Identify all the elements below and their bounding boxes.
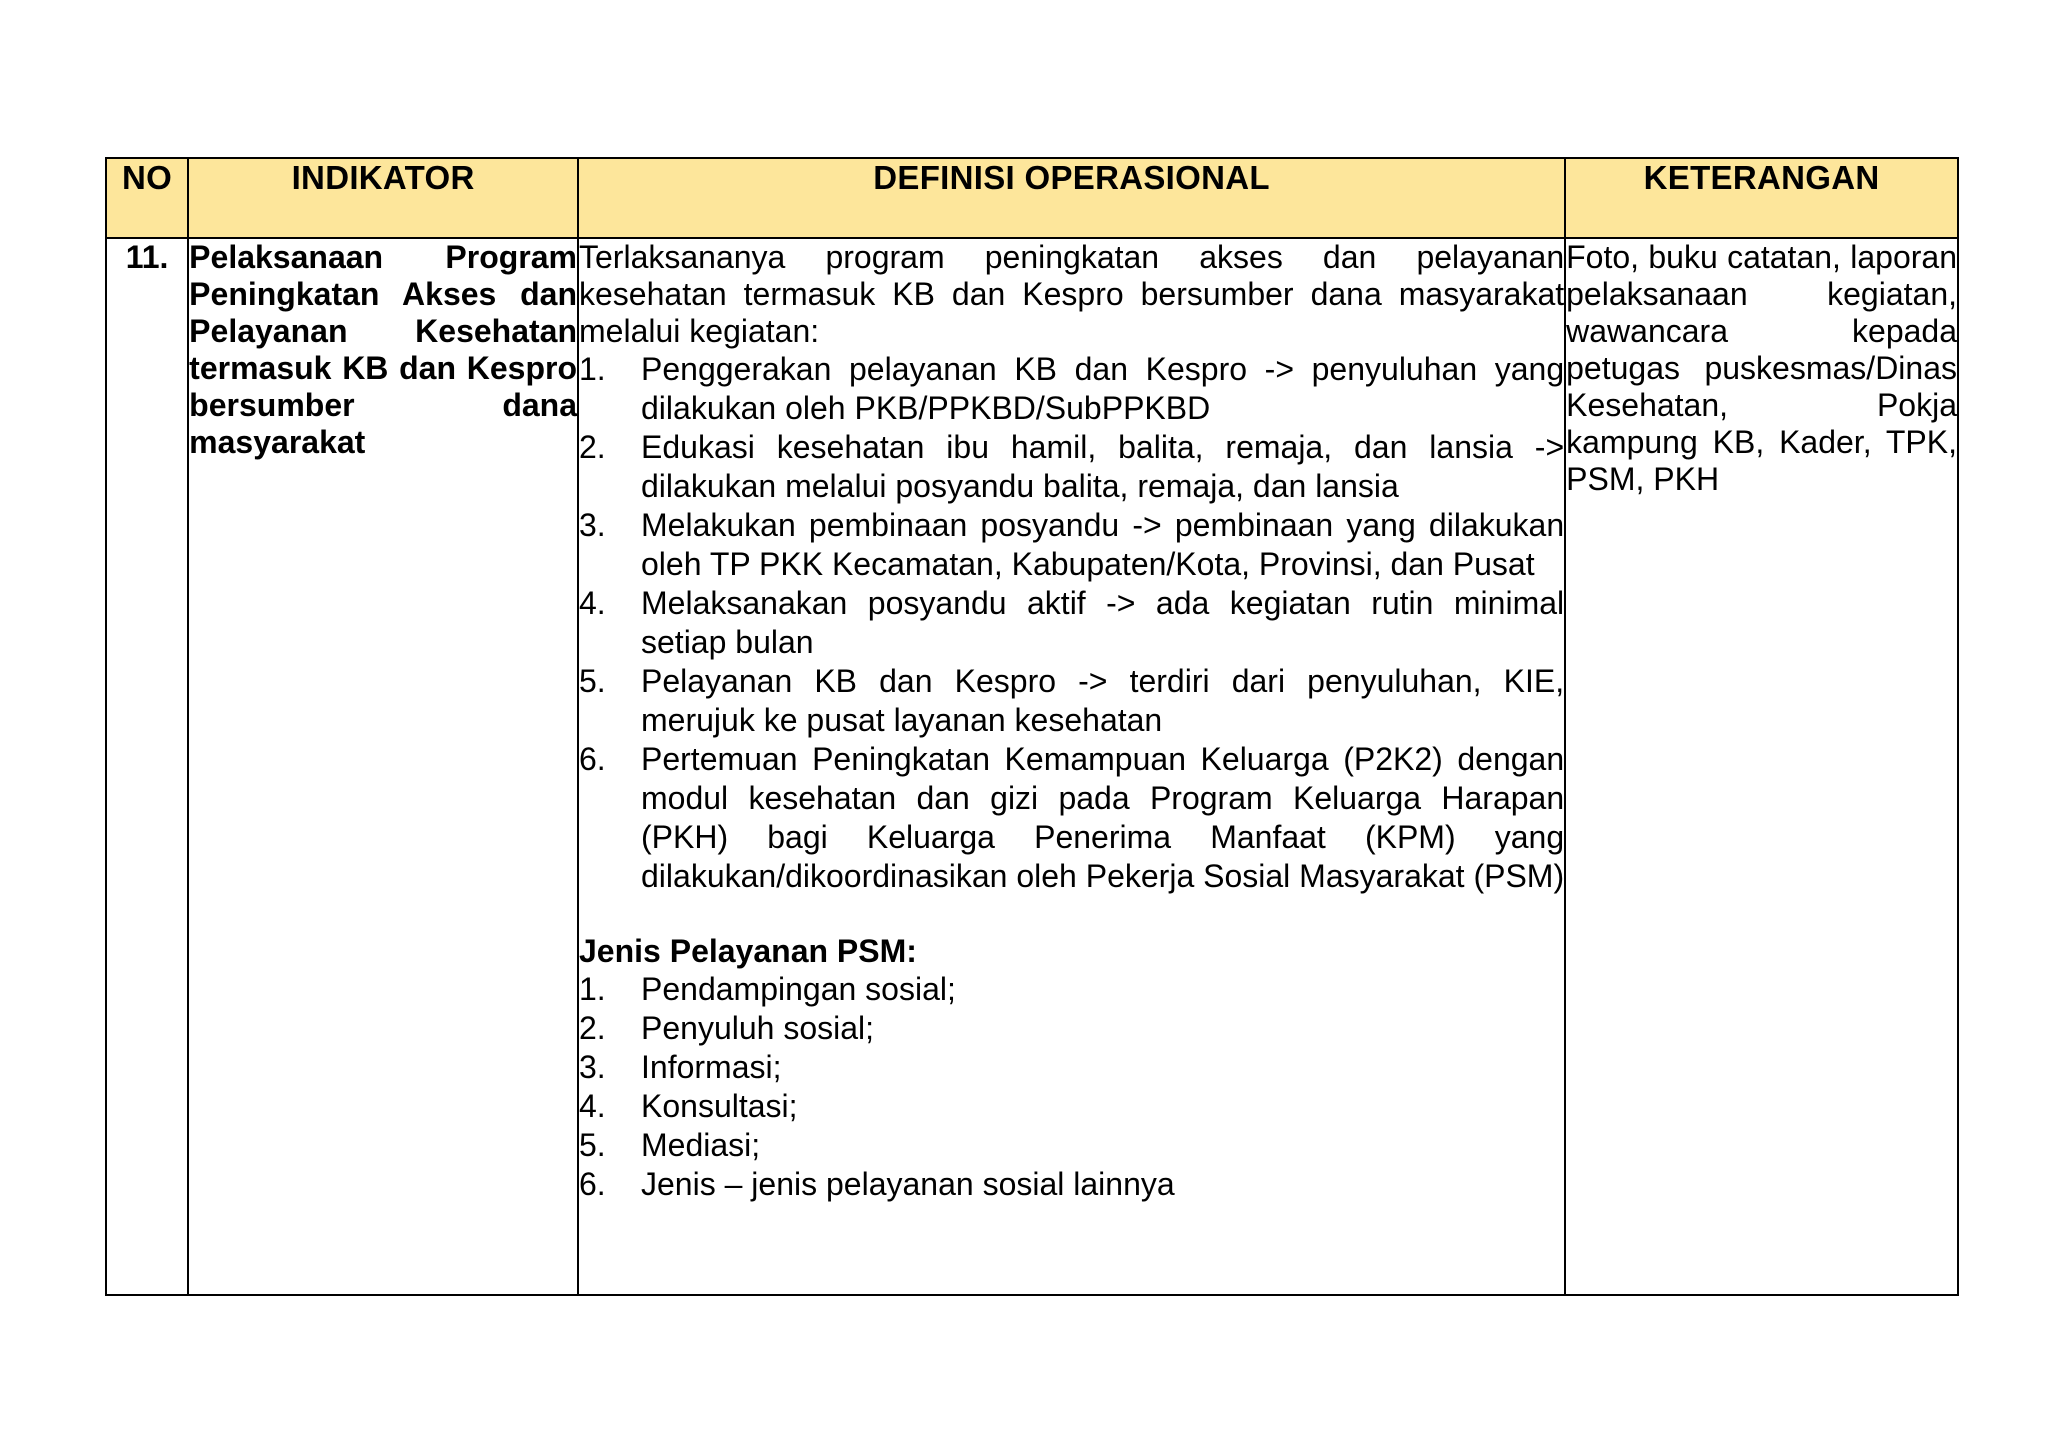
list-item-number: 2.: [579, 429, 606, 465]
list-item: [579, 1165, 1564, 1204]
indicator-table: [105, 157, 1959, 1296]
list-item-text: Pertemuan Peningkatan Kemampuan Keluarga (P2K2) dengan modul kesehatan dan gizi pada Program Keluarga Harapan (PKH) bagi Keluarga Penerima Manfaat (KPM) yang dilakukan/dikoordinasikan oleh Pekerja Sosial Masyarakat (PSM): [641, 741, 1565, 894]
list-item-text: Pelayanan KB dan Kespro -> terdiri dari penyuluhan, KIE, merujuk ke pusat layanan kesehatan: [641, 663, 1565, 738]
list-item: [579, 506, 1564, 584]
header-no: NO: [106, 158, 188, 238]
psm-heading: Jenis Pelayanan PSM:: [579, 933, 917, 969]
header-row: [106, 158, 1958, 238]
list-item-text: Informasi;: [641, 1049, 782, 1085]
list-item: [579, 350, 1564, 428]
list-item: [579, 1009, 1564, 1048]
list-item-text: Penyuluh sosial;: [641, 1010, 875, 1046]
list-item-number: 1.: [579, 351, 606, 387]
list-item-text: Jenis – jenis pelayanan sosial lainnya: [641, 1166, 1175, 1202]
list-item-text: Mediasi;: [641, 1127, 761, 1163]
header-definisi: DEFINISI OPERASIONAL: [578, 158, 1565, 238]
list-item-number: 4.: [579, 1088, 606, 1124]
list-item: [579, 1087, 1564, 1126]
list-item: [579, 740, 1564, 896]
table-body: [106, 238, 1958, 1295]
list-item-number: 1.: [579, 971, 606, 1007]
list-item: [579, 662, 1564, 740]
table-header: [106, 158, 1958, 238]
list-item: [579, 1048, 1564, 1087]
list-item-number: 6.: [579, 1166, 606, 1202]
header-keterangan: KETERANGAN: [1565, 158, 1958, 238]
header-indikator: INDIKATOR: [188, 158, 578, 238]
list-item-number: 6.: [579, 741, 606, 777]
list-item-text: Pendampingan sosial;: [641, 971, 956, 1007]
list-item-number: 4.: [579, 585, 606, 621]
list-item: [579, 1126, 1564, 1165]
list-item-number: 2.: [579, 1010, 606, 1046]
list-item-text: Edukasi kesehatan ibu hamil, balita, remaja, dan lansia -> dilakukan melalui posyandu balita, remaja, dan lansia: [641, 429, 1565, 504]
list-item-text: Melakukan pembinaan posyandu -> pembinaan yang dilakukan oleh TP PKK Kecamatan, Kabupaten/Kota, Provinsi, dan Pusat: [641, 507, 1565, 582]
list-item: [579, 428, 1564, 506]
list-item-number: 3.: [579, 1049, 606, 1085]
list-item-number: 3.: [579, 507, 606, 543]
list-item: [579, 584, 1564, 662]
kegiatan-list: [579, 350, 1564, 896]
list-item-text: Konsultasi;: [641, 1088, 798, 1124]
definisi-intro: Terlaksananya program peningkatan akses dan pelayanan kesehatan termasuk KB dan Kespro bersumber dana masyarakat melalui kegiatan:: [579, 239, 1565, 349]
keterangan-cell: Foto, buku catatan, laporan pelaksanaan kegiatan, wawancara kepada petugas puskesmas/Dinas Kesehatan, Pokja kampung KB, Kader, TPK, PSM, PKH: [1565, 238, 1958, 1295]
definisi-cell: [578, 238, 1565, 1295]
row-number: 11.: [106, 238, 188, 1295]
table-row: [106, 238, 1958, 1295]
list-item-number: 5.: [579, 1127, 606, 1163]
list-item-number: 5.: [579, 663, 606, 699]
list-item: [579, 970, 1564, 1009]
list-item-text: Melaksanakan posyandu aktif -> ada kegiatan rutin minimal setiap bulan: [641, 585, 1565, 660]
list-item-text: Penggerakan pelayanan KB dan Kespro -> penyuluhan yang dilakukan oleh PKB/PPKBD/SubPPKBD: [641, 351, 1565, 426]
psm-service-list: [579, 970, 1564, 1204]
indikator-cell: Pelaksanaan Program Peningkatan Akses dan Pelayanan Kesehatan termasuk KB dan Kespro bersumber dana masyarakat: [188, 238, 578, 1295]
